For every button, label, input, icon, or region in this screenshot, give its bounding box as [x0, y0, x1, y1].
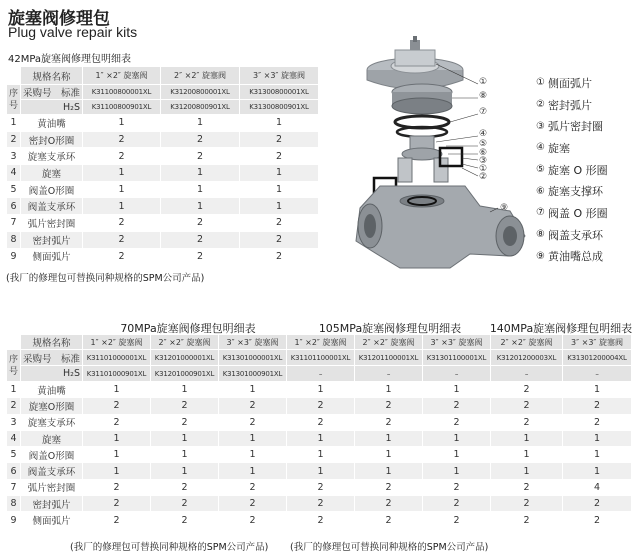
quantity-cell: 2	[83, 215, 161, 232]
quantity-cell: 1	[161, 115, 240, 132]
quantity-cell: 2	[240, 248, 319, 265]
h2s-code: –	[491, 366, 563, 382]
quantity-cell: 2	[161, 248, 240, 265]
legend-number: ⑦	[536, 207, 545, 219]
quantity-cell: 1	[491, 430, 563, 446]
row-number: 1	[7, 382, 21, 398]
part-name: 密封弧片	[21, 231, 83, 248]
quantity-cell: 2	[83, 479, 151, 495]
quantity-cell: 1	[240, 115, 319, 132]
quantity-cell: 2	[287, 496, 355, 512]
callout-label: ④	[479, 129, 488, 139]
quantity-cell: 2	[161, 231, 240, 248]
legend-number: ⑨	[536, 250, 545, 262]
quantity-cell: 2	[491, 496, 563, 512]
size-header: 1″ ×2″ 旋塞阀	[287, 335, 355, 350]
compat-note: (我厂的修理包可替换同种规格的SPM公司产品)	[70, 542, 269, 553]
quantity-cell: 2	[287, 398, 355, 414]
part-name: 弧片密封圈	[21, 479, 83, 495]
h2s-code: –	[423, 366, 491, 382]
valve-illustration	[350, 36, 535, 276]
part-name: 阀盖支承环	[21, 198, 83, 215]
table-105mpa-caption: 105MPa旋塞阀修理包明细表	[318, 322, 462, 335]
quantity-cell: 2	[151, 479, 219, 495]
std-code: K31101000001XL	[83, 350, 151, 366]
table-row	[7, 382, 632, 398]
table-row	[7, 231, 319, 248]
row-number: 7	[7, 479, 21, 495]
table-row	[7, 496, 632, 512]
row-number: 4	[7, 165, 21, 182]
callout-label: ⑧	[479, 91, 488, 101]
part-name: 旋塞	[21, 165, 83, 182]
quantity-cell: 2	[423, 496, 491, 512]
h2s-code: –	[287, 366, 355, 382]
table-42mpa	[6, 66, 319, 265]
quantity-cell: 1	[161, 165, 240, 182]
quantity-cell: 4	[563, 479, 632, 495]
quantity-cell: 2	[240, 148, 319, 165]
quantity-cell: 2	[423, 479, 491, 495]
table-row	[7, 447, 632, 463]
callout-label: ⑤	[479, 139, 488, 149]
quantity-cell: 2	[491, 398, 563, 414]
h2s-code: K31201000901XL	[151, 366, 219, 382]
legend-item	[536, 115, 636, 137]
quantity-cell: 2	[240, 131, 319, 148]
quantity-cell: 2	[219, 496, 287, 512]
table-70mpa-caption: 70MPa旋塞阀修理包明细表	[120, 322, 256, 335]
purchase-label: 采购号	[23, 353, 52, 365]
quantity-cell: 1	[240, 198, 319, 215]
table-row	[7, 463, 632, 479]
part-name: 旋塞支承环	[21, 148, 83, 165]
seq-header-text: 序号	[8, 88, 18, 111]
std-code: K31201200003XL	[491, 350, 563, 366]
part-name: 旋塞支承环	[21, 414, 83, 430]
quantity-cell: 1	[219, 447, 287, 463]
quantity-cell: 2	[83, 148, 161, 165]
quantity-cell: 1	[83, 181, 161, 198]
quantity-cell: 1	[83, 447, 151, 463]
quantity-cell: 2	[83, 131, 161, 148]
quantity-cell: 2	[423, 398, 491, 414]
table-row	[7, 181, 319, 198]
legend-label: 黄油嘴总成	[547, 250, 603, 264]
legend-item	[536, 180, 636, 202]
quantity-cell: 1	[83, 430, 151, 446]
size-header: 3″ ×3″ 旋塞阀	[563, 335, 632, 350]
quantity-cell: 2	[563, 512, 632, 528]
size-header: 3″ ×3″ 旋塞阀	[219, 335, 287, 350]
row-number: 3	[7, 148, 21, 165]
quantity-cell: 2	[491, 479, 563, 495]
compat-note: (我厂的修理包可替换同种规格的SPM公司产品)	[6, 273, 205, 284]
std-code: K31100800001XL	[83, 85, 161, 100]
quantity-cell: 2	[491, 512, 563, 528]
table-140mpa-caption: 140MPa旋塞阀修理包明细表	[489, 322, 633, 335]
quantity-cell: 1	[563, 430, 632, 446]
quantity-cell: 2	[491, 382, 563, 398]
size-header: 2″ ×2″ 旋塞阀	[355, 335, 423, 350]
quantity-cell: 1	[287, 447, 355, 463]
quantity-cell: 2	[423, 512, 491, 528]
part-name: 阀盖O形圈	[21, 447, 83, 463]
quantity-cell: 1	[423, 463, 491, 479]
table-row	[7, 479, 632, 495]
row-number: 7	[7, 215, 21, 232]
quantity-cell: 1	[83, 382, 151, 398]
legend-label: 旋塞支撑环	[547, 185, 603, 199]
legend-label: 旋塞	[547, 141, 570, 155]
purchase-header	[21, 85, 83, 100]
part-name: 阀盖支承环	[21, 463, 83, 479]
quantity-cell: 2	[563, 496, 632, 512]
row-number: 5	[7, 181, 21, 198]
purchase-header	[21, 350, 83, 366]
quantity-cell: 2	[287, 479, 355, 495]
table-row	[7, 430, 632, 446]
legend-item	[536, 72, 636, 94]
row-number: 8	[7, 231, 21, 248]
legend-item	[536, 94, 636, 116]
callout-label: ②	[479, 172, 488, 182]
size-header: 3″ ×3″ 旋塞阀	[423, 335, 491, 350]
h2s-code: K31100800901XL	[83, 100, 161, 115]
legend-item	[536, 224, 636, 246]
h2s-header	[21, 100, 83, 115]
size-header: 2″ ×2″ 旋塞阀	[161, 67, 240, 85]
table-row	[7, 248, 319, 265]
quantity-cell: 1	[355, 430, 423, 446]
quantity-cell: 2	[219, 414, 287, 430]
quantity-cell: 2	[83, 398, 151, 414]
size-header: 1″ ×2″ 旋塞阀	[83, 67, 161, 85]
quantity-cell: 1	[151, 463, 219, 479]
h2s-code: –	[355, 366, 423, 382]
quantity-cell: 2	[151, 512, 219, 528]
part-name: 密封弧片	[21, 496, 83, 512]
quantity-cell: 2	[161, 215, 240, 232]
table-row	[7, 215, 319, 232]
quantity-cell: 2	[240, 231, 319, 248]
quantity-cell: 1	[563, 382, 632, 398]
h2s-code: K31101000901XL	[83, 366, 151, 382]
size-header: 3″ ×3″ 旋塞阀	[240, 67, 319, 85]
size-header: 2″ ×2″ 旋塞阀	[151, 335, 219, 350]
legend-item	[536, 202, 636, 224]
quantity-cell: 2	[83, 512, 151, 528]
part-name: 黄油嘴	[21, 382, 83, 398]
part-name: 阀盖O形圈	[21, 181, 83, 198]
legend-number: ⑥	[536, 185, 545, 197]
legend-item	[536, 159, 636, 181]
quantity-cell: 1	[161, 198, 240, 215]
quantity-cell: 2	[240, 215, 319, 232]
callout-label: ①	[479, 77, 488, 87]
h2s-label: H₂S	[63, 101, 80, 113]
quantity-cell: 2	[151, 414, 219, 430]
quantity-cell: 2	[219, 398, 287, 414]
part-name: 黄油嘴	[21, 115, 83, 132]
part-name: 侧面弧片	[21, 512, 83, 528]
std-code: K31101100001XL	[287, 350, 355, 366]
table1-caption: 42MPa旋塞阀修理包明细表	[8, 54, 132, 65]
quantity-cell: 1	[355, 463, 423, 479]
row-number: 5	[7, 447, 21, 463]
table-row	[7, 165, 319, 182]
legend-label: 阀盖 O 形圈	[547, 206, 608, 220]
std-code: K31300800001XL	[240, 85, 319, 100]
callout-label: ⑦	[479, 107, 488, 117]
quantity-cell: 2	[219, 479, 287, 495]
quantity-cell: 2	[151, 398, 219, 414]
h2s-code: K31300800901XL	[240, 100, 319, 115]
seq-header	[7, 350, 21, 382]
std-label: 标准	[60, 88, 80, 99]
table-row	[7, 512, 632, 528]
quantity-cell: 2	[563, 414, 632, 430]
page-title: 旋塞阀修理包	[8, 9, 110, 29]
size-header: 2″ ×2″ 旋塞阀	[491, 335, 563, 350]
table-row	[7, 131, 319, 148]
row-number: 2	[7, 131, 21, 148]
table-row	[7, 398, 632, 414]
quantity-cell: 2	[161, 131, 240, 148]
quantity-cell: 2	[355, 414, 423, 430]
quantity-cell: 2	[287, 414, 355, 430]
h2s-code: –	[563, 366, 632, 382]
legend-item	[536, 246, 636, 268]
part-name: 旋塞O形圈	[21, 398, 83, 414]
row-number: 9	[7, 512, 21, 528]
row-number: 3	[7, 414, 21, 430]
quantity-cell: 2	[219, 512, 287, 528]
spec-header: 规格名称	[21, 335, 83, 350]
quantity-cell: 1	[423, 430, 491, 446]
quantity-cell: 1	[563, 447, 632, 463]
spec-header: 规格名称	[21, 67, 83, 85]
row-number: 6	[7, 463, 21, 479]
quantity-cell: 1	[83, 165, 161, 182]
legend-number: ⑧	[536, 229, 545, 241]
legend-item	[536, 137, 636, 159]
quantity-cell: 2	[83, 414, 151, 430]
table-row	[7, 414, 632, 430]
row-number: 6	[7, 198, 21, 215]
quantity-cell: 1	[287, 430, 355, 446]
table-row	[7, 148, 319, 165]
quantity-cell: 1	[423, 382, 491, 398]
legend-label: 旋塞 O 形圈	[547, 163, 608, 177]
legend-label: 阀盖支承环	[547, 228, 603, 242]
part-name: 旋塞	[21, 430, 83, 446]
quantity-cell: 1	[240, 165, 319, 182]
quantity-cell: 1	[219, 430, 287, 446]
quantity-cell: 2	[151, 496, 219, 512]
quantity-cell: 1	[83, 198, 161, 215]
callout-label: ①	[479, 164, 488, 174]
legend-number: ④	[536, 142, 545, 154]
table-row	[7, 115, 319, 132]
row-number: 4	[7, 430, 21, 446]
quantity-cell: 1	[491, 463, 563, 479]
table-70-105-140mpa	[6, 334, 632, 529]
row-number: 9	[7, 248, 21, 265]
quantity-cell: 1	[219, 382, 287, 398]
quantity-cell: 2	[563, 398, 632, 414]
std-code: K31301000001XL	[219, 350, 287, 366]
quantity-cell: 1	[355, 382, 423, 398]
quantity-cell: 1	[355, 447, 423, 463]
legend-number: ①	[536, 77, 545, 89]
std-code: K31301200004XL	[563, 350, 632, 366]
row-number: 1	[7, 115, 21, 132]
quantity-cell: 1	[563, 463, 632, 479]
quantity-cell: 2	[491, 414, 563, 430]
part-name: 侧面弧片	[21, 248, 83, 265]
h2s-code: K31200800901XL	[161, 100, 240, 115]
quantity-cell: 1	[219, 463, 287, 479]
parts-legend	[536, 72, 636, 267]
std-code: K31201000001XL	[151, 350, 219, 366]
seq-header-text: 序号	[8, 354, 18, 377]
legend-number: ③	[536, 120, 545, 132]
page-subtitle: Plug valve repair kits	[8, 24, 138, 40]
legend-label: 弧片密封圈	[547, 120, 603, 134]
quantity-cell: 1	[151, 430, 219, 446]
seq-header	[7, 85, 21, 115]
size-header: 1″ ×2″ 旋塞阀	[83, 335, 151, 350]
quantity-cell: 2	[355, 512, 423, 528]
std-code: K31200800001XL	[161, 85, 240, 100]
quantity-cell: 1	[151, 447, 219, 463]
quantity-cell: 2	[355, 496, 423, 512]
quantity-cell: 2	[355, 398, 423, 414]
std-label: 标准	[60, 353, 80, 365]
h2s-header	[21, 366, 83, 382]
legend-number: ②	[536, 99, 545, 111]
table-row	[7, 198, 319, 215]
part-name: 弧片密封圈	[21, 215, 83, 232]
quantity-cell: 2	[355, 479, 423, 495]
quantity-cell: 1	[83, 463, 151, 479]
quantity-cell: 1	[83, 115, 161, 132]
compat-note: (我厂的修理包可替换同种规格的SPM公司产品)	[290, 542, 489, 553]
part-name: 密封O形圈	[21, 131, 83, 148]
quantity-cell: 1	[423, 447, 491, 463]
row-number: 8	[7, 496, 21, 512]
quantity-cell: 2	[423, 414, 491, 430]
quantity-cell: 1	[287, 463, 355, 479]
h2s-code: K31301000901XL	[219, 366, 287, 382]
std-code: K31201100001XL	[355, 350, 423, 366]
row-number: 2	[7, 398, 21, 414]
quantity-cell: 1	[151, 382, 219, 398]
purchase-label: 采购号	[23, 88, 52, 99]
quantity-cell: 2	[287, 512, 355, 528]
quantity-cell: 1	[240, 181, 319, 198]
callout-label: ⑥	[479, 148, 488, 158]
quantity-cell: 1	[491, 447, 563, 463]
h2s-label: H₂S	[63, 368, 80, 379]
legend-label: 侧面弧片	[547, 76, 592, 90]
legend-number: ⑤	[536, 164, 545, 176]
callout-label: ⑨	[500, 203, 509, 213]
quantity-cell: 2	[83, 496, 151, 512]
quantity-cell: 2	[83, 231, 161, 248]
std-code: K31301100001XL	[423, 350, 491, 366]
quantity-cell: 2	[83, 248, 161, 265]
quantity-cell: 1	[161, 181, 240, 198]
quantity-cell: 2	[161, 148, 240, 165]
legend-label: 密封弧片	[547, 98, 592, 112]
callout-label: ③	[479, 156, 488, 166]
quantity-cell: 1	[287, 382, 355, 398]
